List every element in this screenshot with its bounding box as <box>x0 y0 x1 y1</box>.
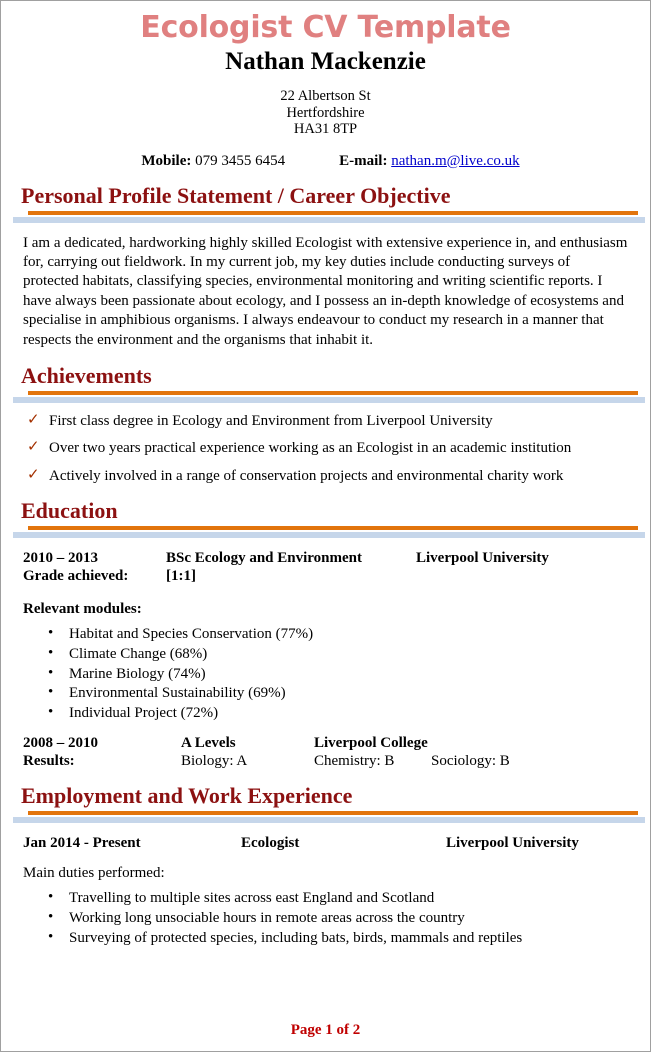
job-employer: Liverpool University <box>446 835 579 852</box>
divider-blue <box>13 217 645 223</box>
results-label: Results: <box>23 753 75 770</box>
email-label: E-mail: <box>339 152 388 169</box>
table-row <box>1 752 650 770</box>
list-item <box>27 464 610 486</box>
degree-institution: Liverpool University <box>416 550 549 567</box>
address-line-1: 22 Albertson St <box>280 88 371 104</box>
divider-blue <box>13 532 645 538</box>
job-role: Ecologist <box>241 835 300 852</box>
section-heading-achievements: Achievements <box>21 362 152 388</box>
degree-course: BSc Ecology and Environment <box>166 550 363 567</box>
table-row <box>1 567 650 585</box>
divider-orange <box>28 811 638 815</box>
section-heading-profile: Personal Profile Statement / Career Objective <box>21 182 451 208</box>
list-item: • Travelling to multiple sites across east England and Scotland <box>69 889 650 909</box>
mobile-label: Mobile: <box>141 152 192 169</box>
table-row <box>1 549 650 567</box>
profile-text: I am a dedicated, hardworking highly skilled Ecologist with extensive experience in, and enthusiasm for, carrying out fieldwork. In my current job, my key duties include conducting surveys of protected habitats, classifying species, environmental monitoring and writing scientific reports. I have always been passionate about ecology, and I possess an in-depth knowledge of ecosystems and specialise in amphibious organisms. I always endeavour to conduct my research in a manner that respects the environment and the organisms that inhabit it. <box>23 234 628 348</box>
list-item-text: First class degree in Ecology and Environment from Liverpool University <box>49 412 493 429</box>
address-block <box>1 88 650 138</box>
alevels-dates: 2008 – 2010 <box>23 735 98 752</box>
check-icon: ✓ <box>27 464 40 483</box>
alevels-course: A Levels <box>181 735 236 752</box>
candidate-name: Nathan Mackenzie <box>225 48 426 75</box>
list-item: • Working long unsociable hours in remote areas across the country <box>69 909 650 929</box>
list-item: • Surveying of protected species, including bats, birds, mammals and reptiles <box>69 929 650 949</box>
list-item: • Marine Biology (74%) <box>69 665 650 685</box>
result-chemistry: Chemistry: B <box>314 753 395 770</box>
check-icon: ✓ <box>27 409 40 428</box>
duties-list <box>1 889 650 948</box>
list-item: • Climate Change (68%) <box>69 645 650 665</box>
list-item <box>27 437 610 458</box>
section-heading-education: Education <box>21 498 118 524</box>
alevels-institution: Liverpool College <box>314 735 428 752</box>
list-item: • Habitat and Species Conservation (77%) <box>69 625 650 645</box>
contact-row <box>1 152 650 170</box>
achievements-list <box>1 409 650 486</box>
email-field <box>339 152 519 170</box>
grade-label: Grade achieved: <box>23 568 129 585</box>
list-item <box>27 409 610 431</box>
divider-orange <box>28 526 638 530</box>
section-heading-employment: Employment and Work Experience <box>21 783 353 809</box>
modules-label: Relevant modules: <box>23 601 142 618</box>
list-item-text: Over two years practical experience working as an Ecologist in an academic institution <box>49 440 572 457</box>
table-row <box>1 734 650 752</box>
check-icon: ✓ <box>27 437 40 456</box>
email-link[interactable]: nathan.m@live.co.uk <box>391 152 520 169</box>
degree-dates: 2010 – 2013 <box>23 550 98 567</box>
table-row <box>1 834 650 852</box>
divider-blue <box>13 397 645 403</box>
mobile-field <box>141 152 285 170</box>
address-line-2: Hertfordshire <box>286 104 365 121</box>
employment-entry <box>1 834 650 852</box>
result-biology: Biology: A <box>181 753 248 770</box>
page-title: Ecologist CV Template <box>140 10 511 45</box>
duties-label: Main duties performed: <box>23 865 165 882</box>
divider-orange <box>28 211 638 215</box>
divider-orange <box>28 391 638 395</box>
list-item: • Environmental Sustainability (69%) <box>69 684 650 704</box>
education-entry-alevels <box>1 734 650 770</box>
mobile-value: 079 3455 6454 <box>195 152 286 169</box>
list-item-text: Actively involved in a range of conservation projects and environmental charity work <box>49 467 564 484</box>
grade-value: [1:1] <box>166 568 196 585</box>
job-dates: Jan 2014 - Present <box>23 835 141 852</box>
list-item: • Individual Project (72%) <box>69 704 650 724</box>
divider-blue <box>13 817 645 823</box>
address-line-3: HA31 8TP <box>293 121 358 137</box>
result-sociology: Sociology: B <box>431 753 510 770</box>
modules-list <box>1 625 650 723</box>
education-entry-degree <box>1 549 650 585</box>
page-footer: Page 1 of 2 <box>290 1022 361 1038</box>
